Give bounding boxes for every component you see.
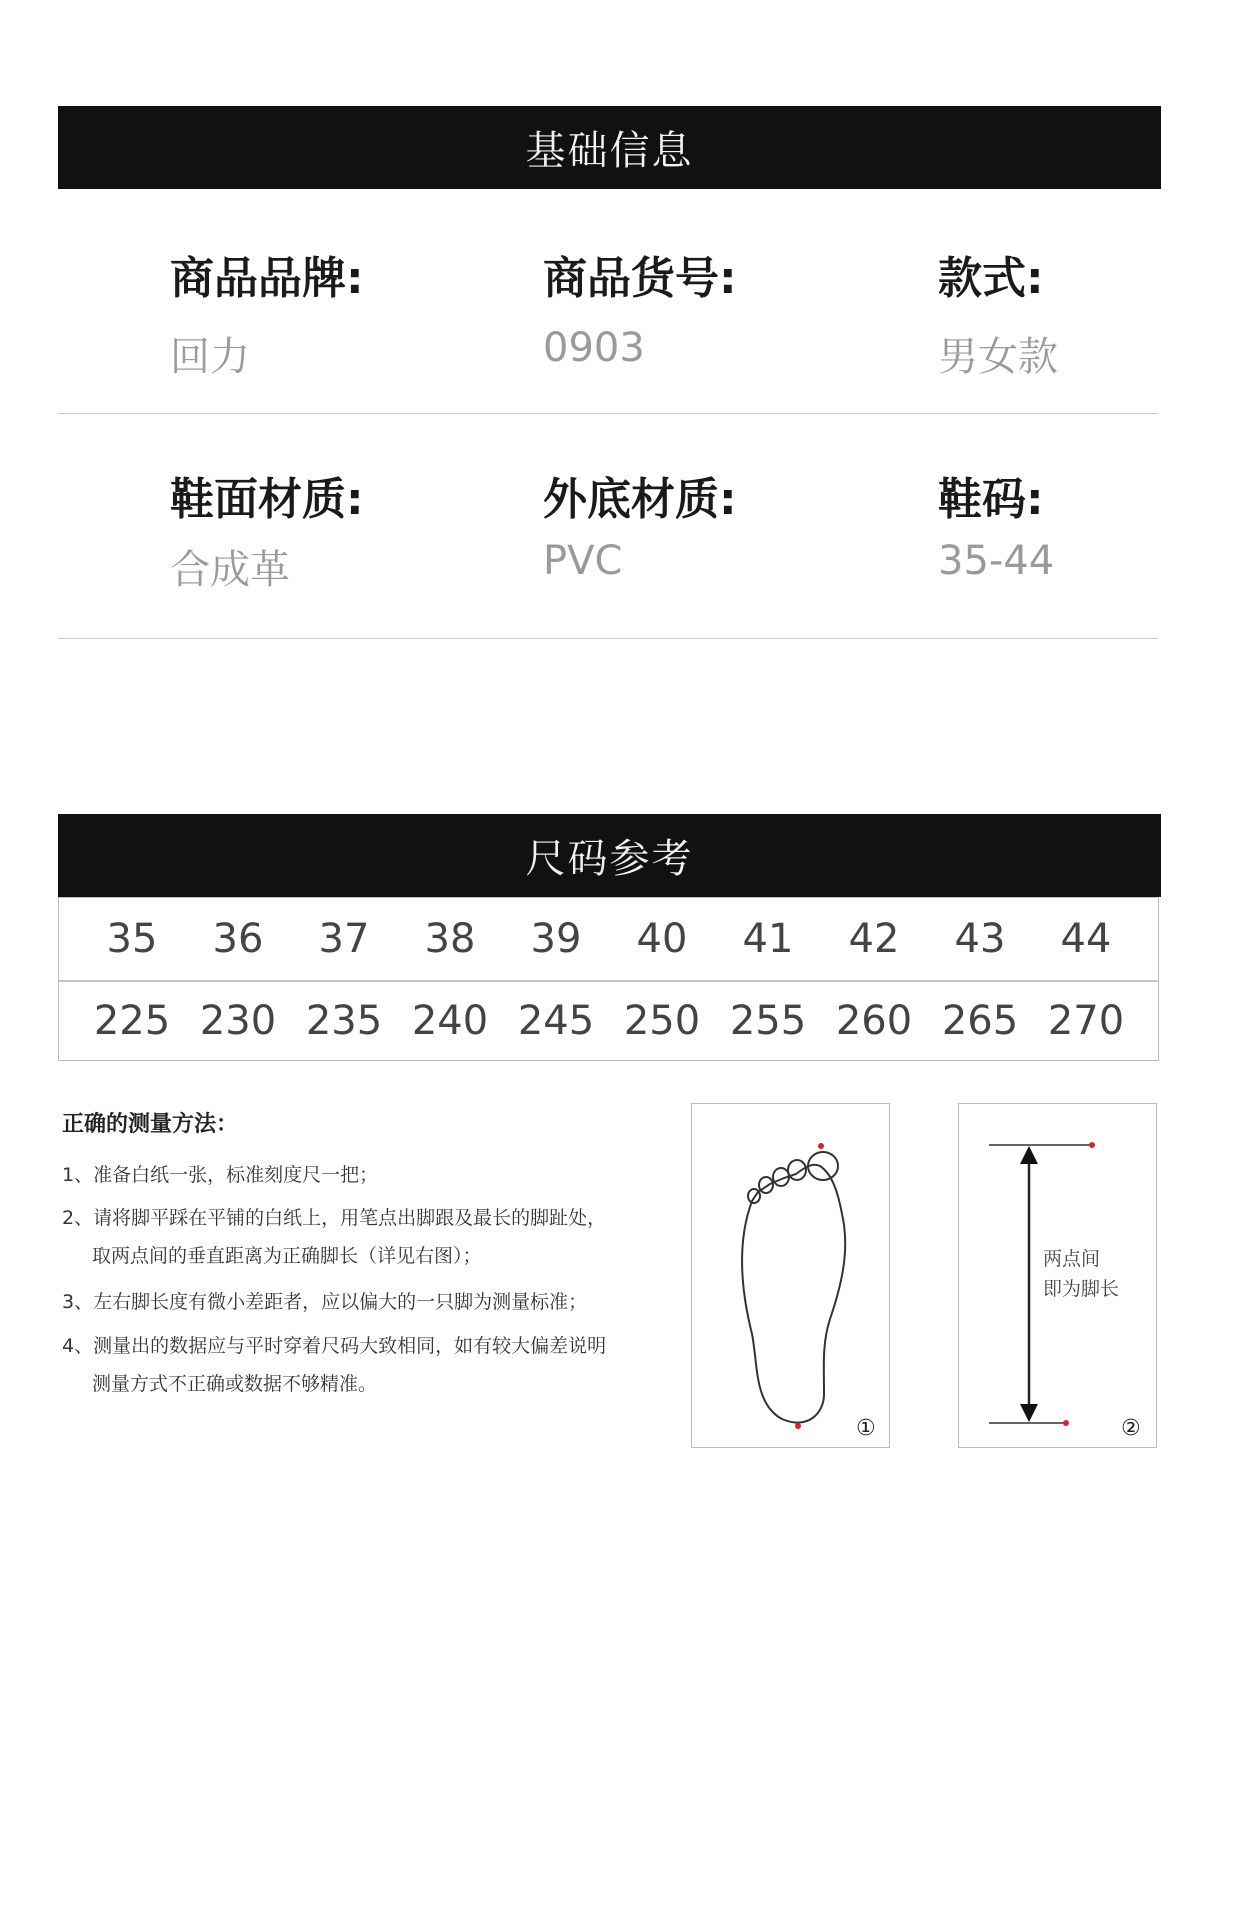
length-cell: 235 <box>305 998 383 1044</box>
size-reference-title: 尺码参考 <box>525 836 694 882</box>
info-label: 商品货号: <box>543 253 737 304</box>
size-cell: 38 <box>424 916 476 962</box>
size-table <box>58 897 1159 1061</box>
size-cells <box>79 916 1139 962</box>
info-label: 商品品牌: <box>170 253 364 304</box>
basic-info-banner <box>58 106 1161 189</box>
info-value: 0903 <box>543 325 645 371</box>
size-cell: 41 <box>742 916 794 962</box>
length-cell: 270 <box>1047 998 1125 1044</box>
size-row-mm <box>59 980 1158 1062</box>
foot-outline-icon <box>692 1104 891 1449</box>
length-cell: 230 <box>199 998 277 1044</box>
length-cell: 245 <box>517 998 595 1044</box>
info-value: 回力 <box>170 334 250 380</box>
size-cell: 43 <box>954 916 1006 962</box>
size-cells <box>79 998 1139 1044</box>
size-cell: 39 <box>530 916 582 962</box>
diagram-number: ② <box>1121 1416 1141 1441</box>
foot-length-diagram <box>958 1103 1157 1448</box>
info-value: 男女款 <box>938 334 1058 380</box>
measurement-step: 3、左右脚长度有微小差距者，应以偏大的一只脚为测量标准； <box>62 1291 588 1313</box>
length-cell: 225 <box>93 998 171 1044</box>
size-cell: 36 <box>212 916 264 962</box>
size-cell: 44 <box>1060 916 1112 962</box>
foot-outline-diagram <box>691 1103 890 1448</box>
size-cell: 35 <box>106 916 158 962</box>
info-row-2 <box>58 413 1158 639</box>
length-cell: 255 <box>729 998 807 1044</box>
size-reference-banner <box>58 814 1161 897</box>
length-cell: 250 <box>623 998 701 1044</box>
info-label: 鞋码: <box>938 474 1044 525</box>
size-cell: 37 <box>318 916 370 962</box>
length-cell: 260 <box>835 998 913 1044</box>
length-cell: 240 <box>411 998 489 1044</box>
info-label: 鞋面材质: <box>170 474 364 525</box>
info-row-1 <box>58 190 1158 414</box>
size-cell: 40 <box>636 916 688 962</box>
diagram-note-line: 即为脚长 <box>1043 1278 1120 1300</box>
info-label: 款式: <box>938 253 1044 304</box>
diagram-note <box>1043 1244 1119 1304</box>
info-value: PVC <box>543 538 623 584</box>
info-value: 35-44 <box>938 538 1055 584</box>
measurement-step: 1、准备白纸一张，标准刻度尺一把； <box>62 1164 379 1186</box>
size-row-eu <box>59 898 1158 982</box>
info-value: 合成革 <box>170 547 290 593</box>
measurement-step: 测量方式不正确或数据不够精准。 <box>92 1373 378 1395</box>
measurement-step: 取两点间的垂直距离为正确脚长（详见右图）； <box>92 1245 482 1267</box>
diagram-number: ① <box>856 1416 876 1441</box>
info-label: 外底材质: <box>543 474 737 525</box>
basic-info-title: 基础信息 <box>525 128 694 174</box>
measurement-step: 2、请将脚平踩在平铺的白纸上，用笔点出脚跟及最长的脚趾处， <box>62 1207 607 1229</box>
diagram-note-line: 两点间 <box>1043 1248 1101 1270</box>
measurement-title: 正确的测量方法： <box>62 1112 239 1137</box>
measurement-step: 4、测量出的数据应与平时穿着尺码大致相同，如有较大偏差说明 <box>62 1335 607 1357</box>
length-cell: 265 <box>941 998 1019 1044</box>
size-cell: 42 <box>848 916 900 962</box>
